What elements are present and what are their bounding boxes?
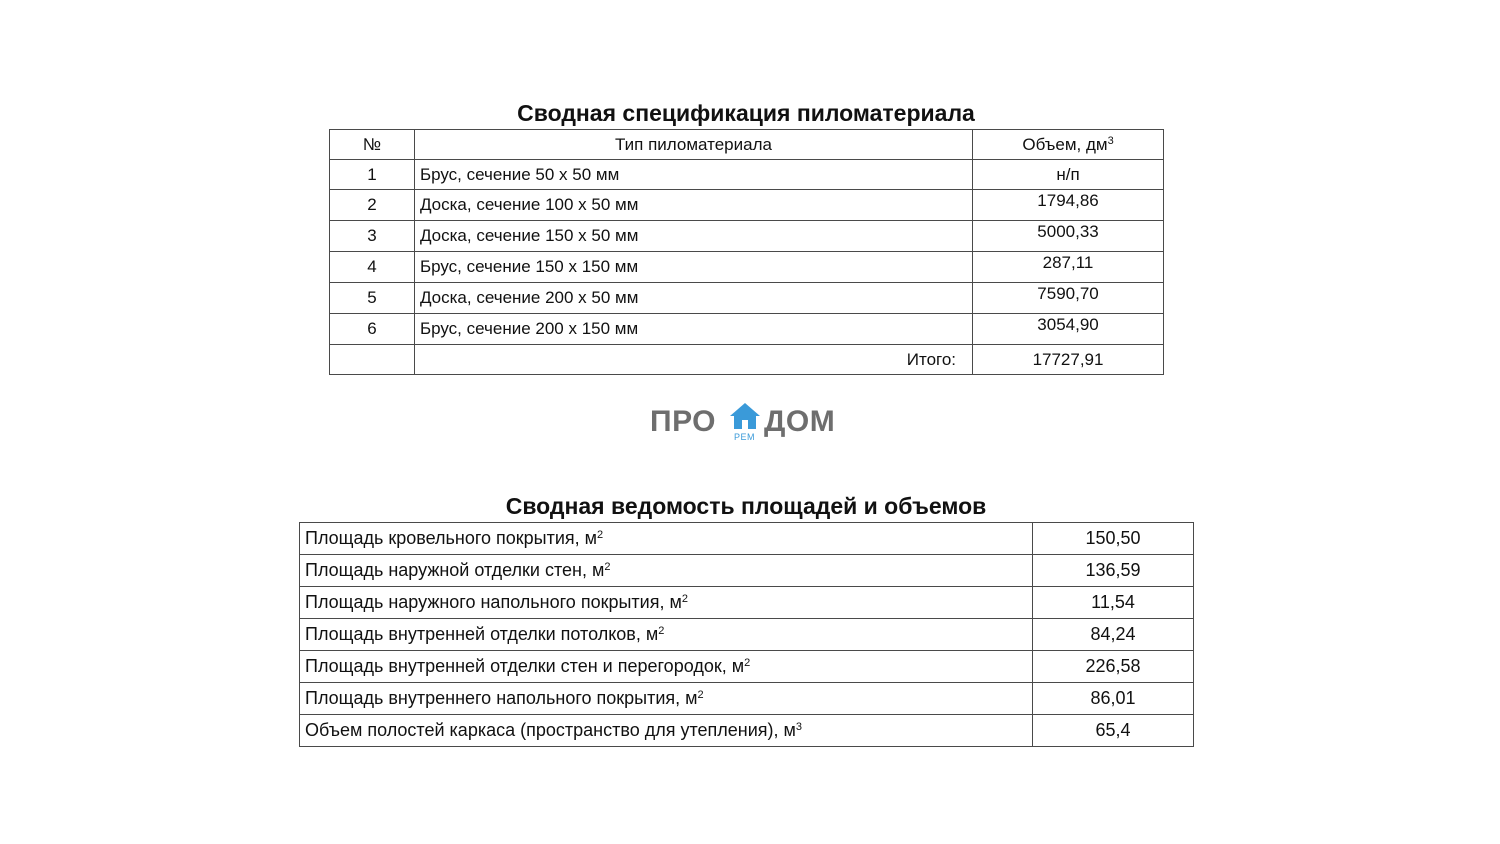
areas-volumes-title: Сводная ведомость площадей и объемов [505, 493, 987, 519]
row-volume: 287,11 [973, 252, 1164, 283]
row-volume: 3054,90 [973, 314, 1164, 345]
logo [650, 400, 850, 448]
row-num: 5 [330, 283, 415, 314]
table-row [330, 252, 1164, 283]
row-type: Брус, сечение 150 х 150 мм [414, 252, 972, 283]
row-unit-sup: 2 [597, 529, 604, 541]
row-name [300, 619, 1033, 651]
table-row [330, 314, 1164, 345]
row-value: 11,54 [1033, 587, 1194, 619]
row-name [300, 555, 1033, 587]
total-row [330, 345, 1164, 375]
row-num: 6 [330, 314, 415, 345]
table-row [300, 651, 1194, 683]
row-name-text: Площадь кровельного покрытия, м [305, 528, 598, 548]
row-value: 65,4 [1033, 715, 1194, 747]
row-value: 150,50 [1033, 523, 1194, 555]
header-volume [973, 130, 1164, 160]
row-name-text: Объем полостей каркаса (пространство для утепления), м [305, 720, 796, 740]
row-unit-sup: 2 [658, 625, 665, 637]
row-value: 86,01 [1033, 683, 1194, 715]
row-unit-sup: 2 [744, 657, 751, 669]
table-row [300, 619, 1194, 651]
row-volume: 7590,70 [973, 283, 1164, 314]
row-value: 136,59 [1033, 555, 1194, 587]
header-type: Тип пиломатериала [414, 130, 972, 160]
table-row [330, 160, 1164, 190]
table-row [300, 587, 1194, 619]
table-row [330, 221, 1164, 252]
table-row [300, 555, 1194, 587]
row-num: 1 [330, 160, 415, 190]
logo-left-text: ПРО [650, 405, 717, 438]
row-volume: 1794,86 [973, 190, 1164, 221]
row-type: Брус, сечение 200 х 150 мм [414, 314, 972, 345]
row-value: 84,24 [1033, 619, 1194, 651]
table-row [300, 523, 1194, 555]
row-name-text: Площадь наружного напольного покрытия, м [305, 592, 682, 612]
lumber-spec-title: Сводная спецификация пиломатериала [517, 100, 975, 126]
row-volume: н/п [973, 160, 1164, 190]
logo-sub-text: РЕМ [734, 432, 756, 442]
row-type: Доска, сечение 200 х 50 мм [414, 283, 972, 314]
row-name-text: Площадь внутренней отделки потолков, м [305, 624, 659, 644]
table-row [330, 283, 1164, 314]
row-name-text: Площадь внутреннего напольного покрытия, м [305, 688, 698, 708]
row-num: 2 [330, 190, 415, 221]
row-name [300, 587, 1033, 619]
row-name [300, 683, 1033, 715]
row-num: 4 [330, 252, 415, 283]
row-unit-sup: 2 [697, 689, 704, 701]
row-volume: 5000,33 [973, 221, 1164, 252]
row-unit-sup: 2 [681, 593, 688, 605]
table-row [300, 683, 1194, 715]
row-value: 226,58 [1033, 651, 1194, 683]
row-name [300, 651, 1033, 683]
header-num: № [330, 130, 415, 160]
total-value: 17727,91 [973, 345, 1164, 375]
row-unit-sup: 3 [795, 721, 803, 733]
house-icon [729, 402, 761, 432]
row-type: Доска, сечение 150 х 50 мм [414, 221, 972, 252]
row-type: Доска, сечение 100 х 50 мм [414, 190, 972, 221]
header-volume-sup: 3 [1107, 134, 1114, 147]
header-volume-label: Объем, дм [1022, 134, 1108, 154]
logo-right-text: ДОМ [764, 405, 836, 438]
table-row [300, 715, 1194, 747]
row-name [300, 715, 1033, 747]
table-header-row [330, 130, 1164, 160]
lumber-spec-table [329, 129, 1164, 375]
table-row [330, 190, 1164, 221]
areas-volumes-table [299, 522, 1194, 747]
total-empty-cell [330, 345, 415, 375]
row-type: Брус, сечение 50 х 50 мм [414, 160, 972, 190]
total-label: Итого: [414, 345, 972, 375]
row-unit-sup: 2 [604, 561, 611, 573]
row-num: 3 [330, 221, 415, 252]
row-name-text: Площадь внутренней отделки стен и перегородок, м [305, 656, 745, 676]
row-name [300, 523, 1033, 555]
row-name-text: Площадь наружной отделки стен, м [305, 560, 605, 580]
